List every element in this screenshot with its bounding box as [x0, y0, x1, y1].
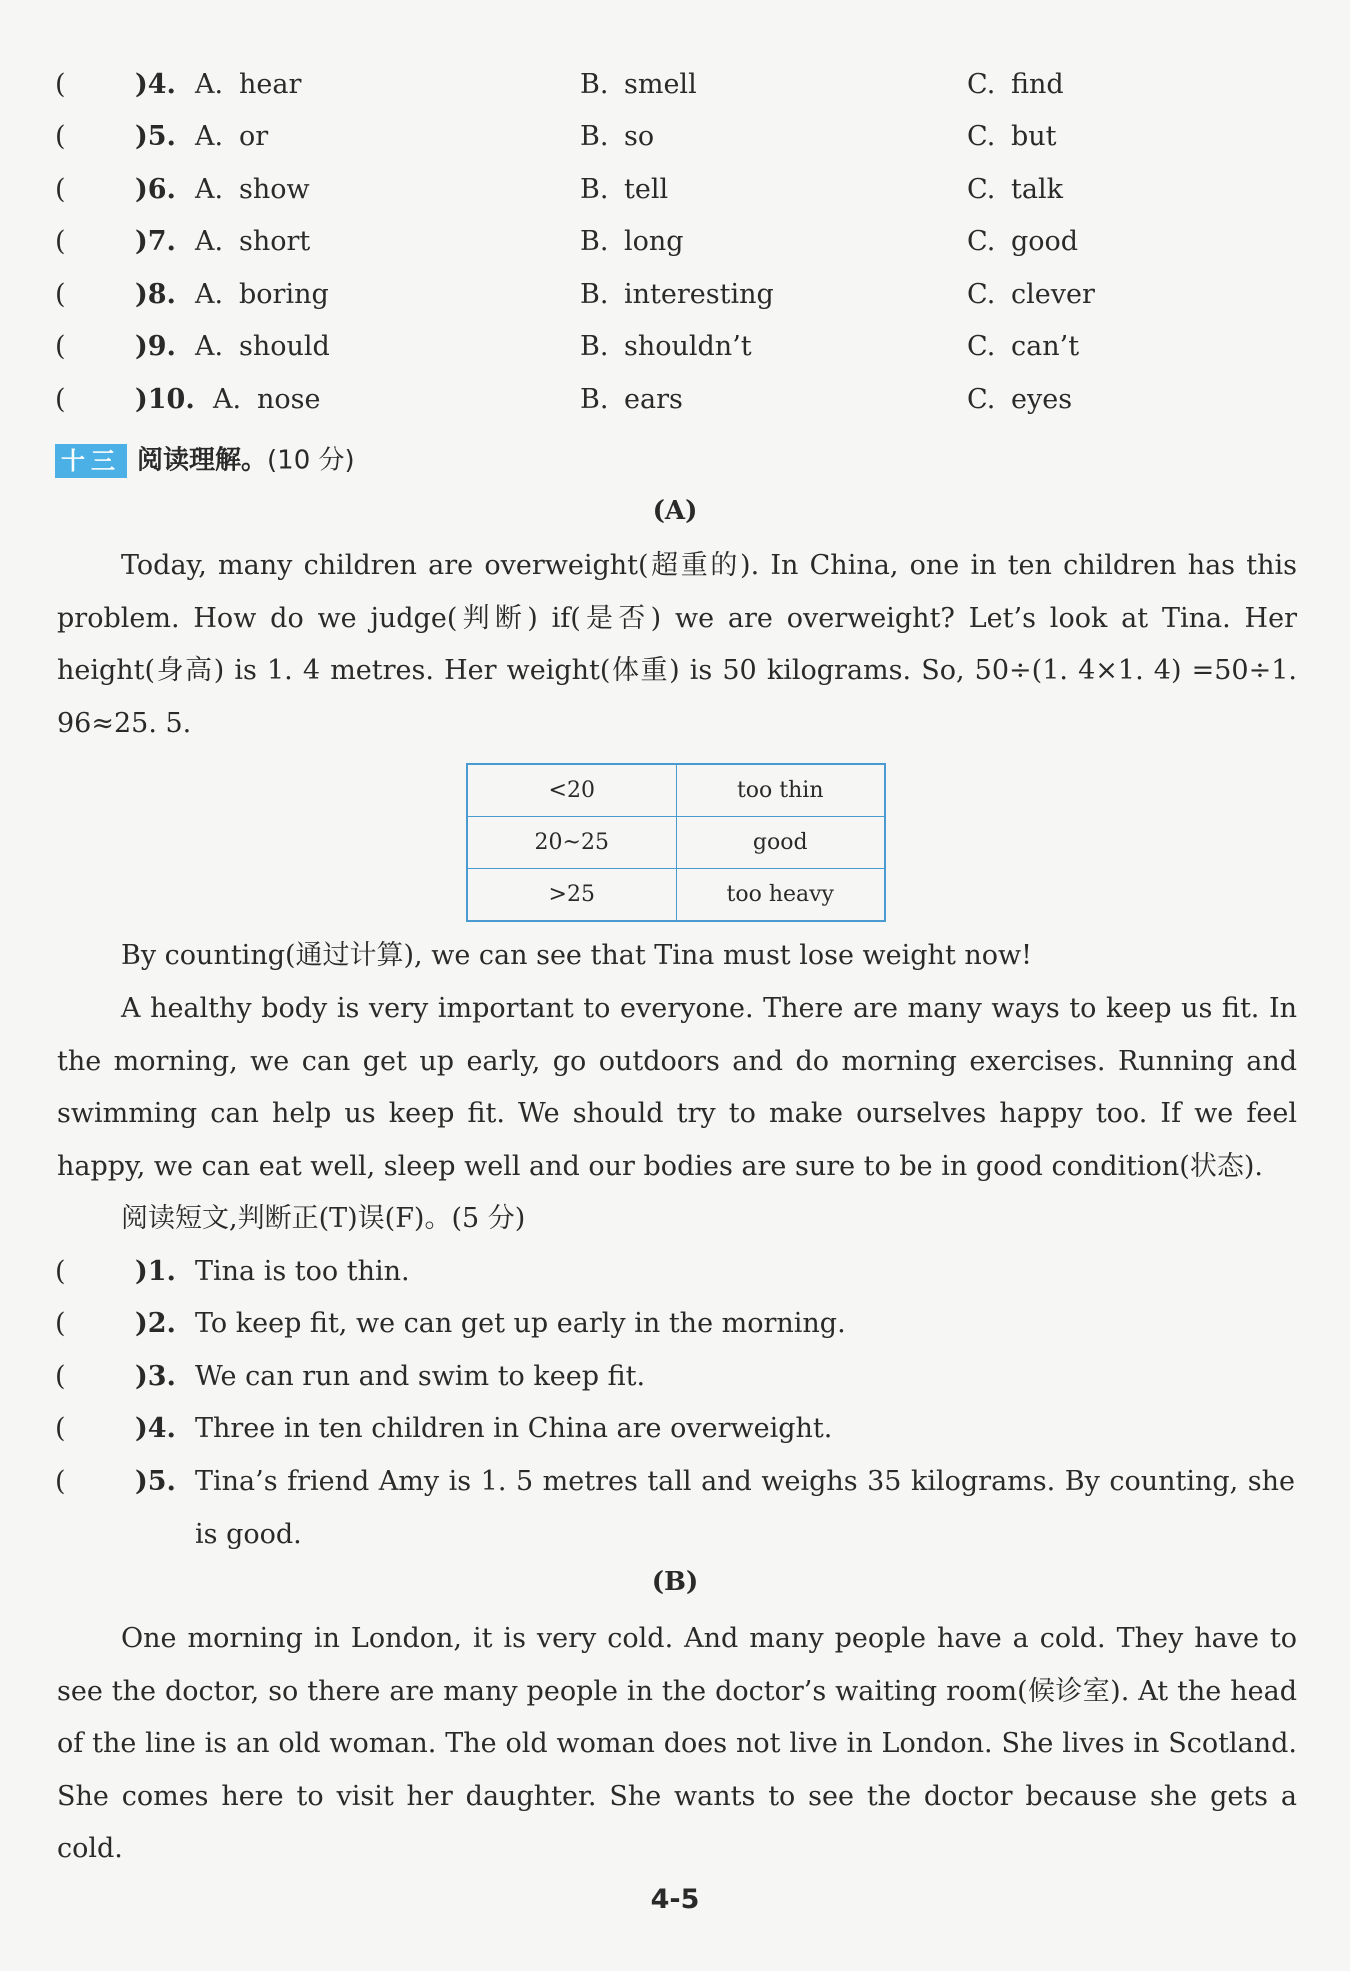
statement: We can run and swim to keep fit. — [195, 1361, 646, 1392]
section-heading — [55, 440, 355, 480]
option-a: A. nose — [213, 384, 321, 415]
question-number: )1. — [135, 1256, 176, 1287]
choice-row-6 — [55, 170, 1295, 210]
table-cell: too heavy — [676, 869, 885, 922]
passage-a-paragraph-2: By counting(通过计算), we can see that Tina must lose weight now! — [121, 940, 1032, 971]
statement: Three in ten children in China are overweight. — [195, 1413, 833, 1444]
option-a: A. short — [195, 226, 311, 257]
option-c: C. can’t — [967, 331, 1080, 362]
answer-paren: ( — [55, 174, 66, 205]
passage-a-paragraph-3: A healthy body is very important to everyone. There are many ways to keep us fit. In the morning, we can get up early, go outdoors and do morning exercises. Running and swimming can help us keep fit. We should try to make ourselves happy too. If we feel happy, we can eat well, sleep well and our bodies are sure to be in good condition(状态). — [57, 993, 1297, 1182]
table-row — [467, 869, 885, 922]
choice-row-7 — [55, 222, 1295, 262]
statement: Tina is too thin. — [195, 1256, 410, 1287]
bmi-table — [466, 763, 886, 922]
option-b: B. smell — [580, 69, 697, 100]
answer-paren: ( — [55, 69, 66, 100]
table-cell: 20~25 — [467, 817, 676, 869]
option-c: C. good — [967, 226, 1079, 257]
answer-paren: ( — [55, 226, 66, 257]
passage-b-label: (B) — [651, 1567, 699, 1597]
answer-paren: ( — [55, 331, 66, 362]
choice-row-4 — [55, 65, 1295, 105]
answer-paren: ( — [55, 1256, 66, 1287]
question-number: )3. — [135, 1361, 176, 1392]
choice-row-8 — [55, 275, 1295, 315]
option-c: C. but — [967, 121, 1057, 152]
question-number: )5. — [135, 1466, 176, 1497]
answer-paren: ( — [55, 279, 66, 310]
question-number: )9. — [135, 331, 176, 362]
table-cell: good — [676, 817, 885, 869]
option-a: A. boring — [195, 279, 329, 310]
option-c: C. clever — [967, 279, 1095, 310]
table-cell: too thin — [676, 764, 885, 817]
question-number: )5. — [135, 121, 176, 152]
passage-a-label: (A) — [652, 496, 698, 526]
option-a: A. show — [195, 174, 310, 205]
option-c: C. eyes — [967, 384, 1073, 415]
answer-paren: ( — [55, 384, 66, 415]
option-a: A. hear — [195, 69, 302, 100]
table-cell: <20 — [467, 764, 676, 817]
option-a: A. or — [195, 121, 269, 152]
statement: To keep fit, we can get up early in the morning. — [195, 1308, 846, 1339]
question-number: )7. — [135, 226, 176, 257]
tf-instruction: 阅读短文,判断正(T)误(F)。(5 分) — [121, 1203, 526, 1234]
question-number: )2. — [135, 1308, 176, 1339]
question-number: )6. — [135, 174, 176, 205]
option-b: B. so — [580, 121, 655, 152]
section-score: (10 分) — [267, 445, 355, 476]
option-b: B. long — [580, 226, 684, 257]
passage-b-paragraph-1: One morning in London, it is very cold. And many people have a cold. They have to see the doctor, so there are many people in the doctor’s waiting room(候诊室). At the head of the line is an old woman. The old woman does not live in London. She lives in Scotland. She comes here to visit her daughter. She wants to see the doctor because she gets a cold. — [57, 1623, 1297, 1864]
option-b: B. interesting — [580, 279, 774, 310]
option-b: B. tell — [580, 174, 669, 205]
choice-row-5 — [55, 117, 1295, 157]
question-number: )4. — [135, 1413, 176, 1444]
answer-paren: ( — [55, 1361, 66, 1392]
choice-row-9 — [55, 327, 1295, 367]
statement: Tina’s friend Amy is 1. 5 metres tall and weighs 35 kilograms. By counting, she is good. — [195, 1466, 1295, 1550]
option-b: B. shouldn’t — [580, 331, 752, 362]
option-c: C. find — [967, 69, 1064, 100]
table-row — [467, 817, 885, 869]
question-number: )8. — [135, 279, 176, 310]
choice-row-10 — [55, 380, 1295, 420]
page-number: 4-5 — [650, 1884, 700, 1915]
option-b: B. ears — [580, 384, 683, 415]
answer-paren: ( — [55, 1308, 66, 1339]
answer-paren: ( — [55, 1466, 66, 1497]
option-a: A. should — [195, 331, 330, 362]
option-c: C. talk — [967, 174, 1063, 205]
answer-paren: ( — [55, 1413, 66, 1444]
passage-a-paragraph-1: Today, many children are overweight(超重的). In China, one in ten children has this problem. How do we judge(判断) if(是否) we are overweight? Let’s look at Tina. Her height(身高) is 1. 4 metres. Her weight(体重) is 50 kilograms. So, 50÷(1. 4×1. 4) =50÷1. 96≈25. 5. — [57, 550, 1297, 739]
answer-paren: ( — [55, 121, 66, 152]
table-cell: >25 — [467, 869, 676, 922]
table-row — [467, 764, 885, 817]
section-title: 阅读理解。 — [137, 445, 268, 476]
section-number-badge: 十三 — [55, 444, 127, 478]
question-number: )4. — [135, 69, 176, 100]
question-number: )10. — [135, 384, 195, 415]
